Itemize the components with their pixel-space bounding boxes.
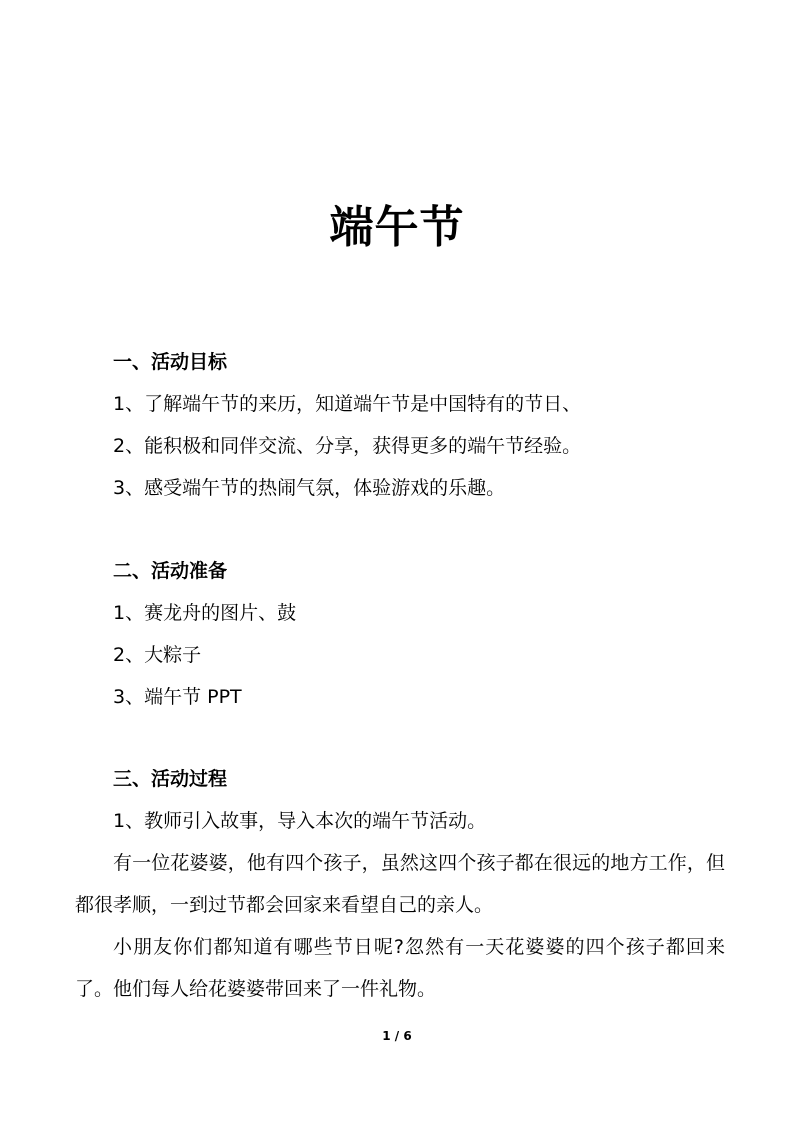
list-item: 2、能积极和同伴交流、分享，获得更多的端午节经验。 [113, 435, 582, 457]
list-item: 1、教师引入故事，导入本次的端午节活动。 [113, 810, 487, 832]
list-item: 3、感受端午节的热闹气氛，体验游戏的乐趣。 [113, 477, 506, 499]
list-item: 1、了解端午节的来历，知道端午节是中国特有的节日、 [113, 393, 582, 415]
section-heading-process: 三、活动过程 [113, 768, 228, 790]
list-item: 2、大粽子 [113, 644, 202, 666]
section-heading-goals: 一、活动目标 [113, 351, 228, 373]
list-item: 3、端午节 PPT [113, 686, 242, 708]
body-paragraph: 有一位花婆婆，他有四个孩子，虽然这四个孩子都在很远的地方工作，但都很孝顺，一到过节都会回家来看望自己的亲人。 [75, 852, 725, 916]
list-item: 1、赛龙舟的图片、鼓 [113, 602, 297, 624]
document-title: 端午节 [329, 202, 465, 253]
page-number: 1 / 6 [382, 1029, 412, 1043]
section-heading-preparation: 二、活动准备 [113, 560, 228, 582]
body-paragraph: 小朋友你们都知道有哪些节日呢?忽然有一天花婆婆的四个孩子都回来了。他们每人给花婆婆带回来了一件礼物。 [75, 936, 725, 1000]
